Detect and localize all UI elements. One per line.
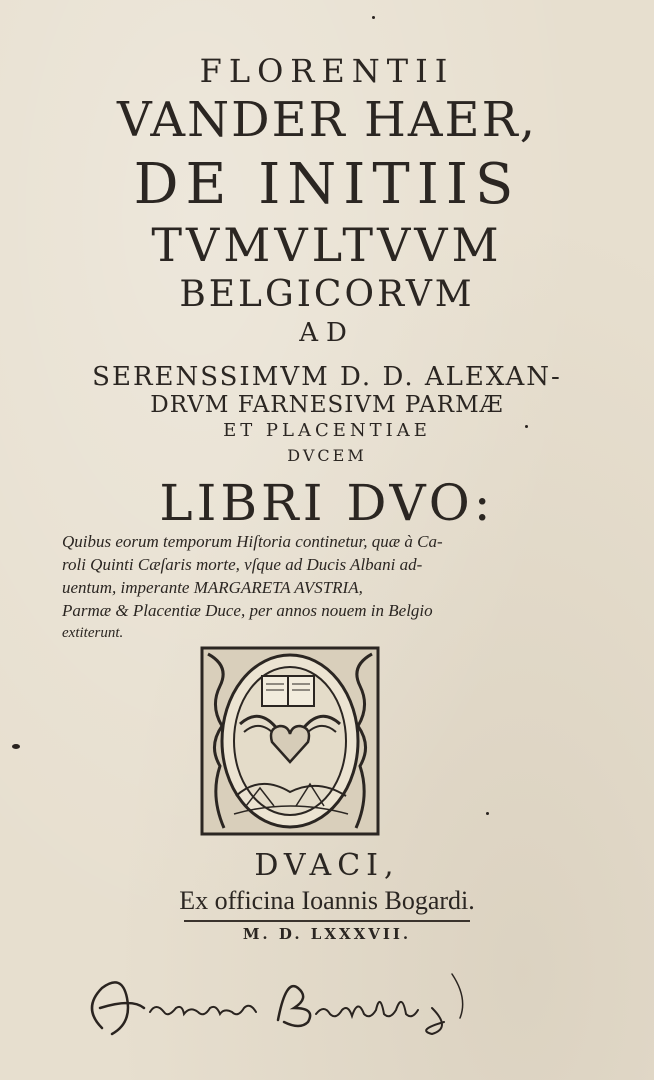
title-line-1: DE INITIIS (133, 152, 521, 217)
dedication-line-1: SERENSSIMVM D. D. ALEXAN- (92, 362, 562, 392)
volume-count: LIBRI DVO: (159, 474, 495, 532)
imprint-printer: Ex officina Ioannis Bogardi. (179, 886, 475, 915)
title-line-3: BELGICORVM (179, 274, 475, 315)
dedication-ad: AD (299, 318, 355, 348)
description-line: extiterunt. (62, 625, 124, 641)
description-line: Parmæ & Placentiæ Duce, per annos nouem in Belgio (62, 601, 433, 620)
dedication-line-4: DVCEM (287, 446, 367, 465)
handwritten-signature (72, 968, 502, 1038)
printer-device-emblem (200, 646, 380, 836)
ink-speck (486, 812, 489, 815)
imprint-rule (184, 920, 470, 922)
imprint-year: M. D. LXXXVII. (242, 925, 412, 943)
description-line: uentum, imperante MARGARETA AVSTRIA, (62, 578, 363, 597)
author-first-name: FLORENTII (199, 52, 455, 90)
description-line: Quibus eorum temporum Hiſtoria continetur, quæ à Ca- (62, 532, 443, 551)
author-surname: VANDER HAER, (117, 92, 537, 148)
ink-speck (525, 425, 528, 428)
imprint-place: DVACI, (254, 848, 400, 883)
ink-speck (12, 744, 20, 749)
dedication-line-2: DRVM FARNESIVM PARMÆ (150, 392, 504, 418)
title-line-2: TVMVLTVVM (151, 218, 503, 272)
description-line: roli Quinti Cæſaris morte, vſque ad Ducis Albani ad- (62, 555, 423, 574)
ink-speck (372, 16, 375, 19)
dedication-line-3: ET PLACENTIAE (223, 420, 431, 441)
